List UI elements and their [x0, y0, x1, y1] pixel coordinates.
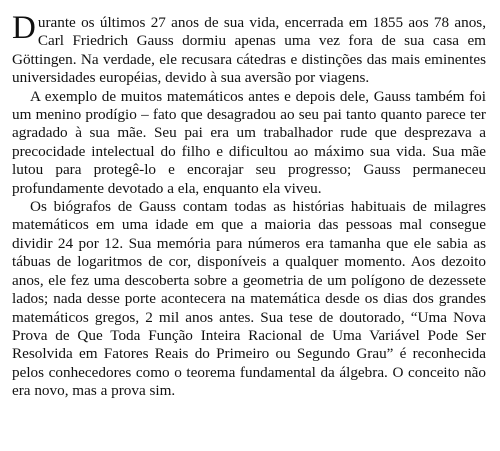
paragraph-1 [12, 10, 486, 88]
paragraph-3: Os biógrafos de Gauss contam todas as histórias habituais de milagres matemáticos em uma idade em que a maioria das pessoas mal consegue dividir 24 por 12. Sua memória para números era tamanha que ele sabia as tábuas de logaritmos de cor, disponíveis a qualquer momento. Aos dezoito anos, ele fez uma descoberta sobre a geometria de um polígono de dezessete lados; nada desse porte acontecera na matemática desde os dias dos grandes matemáticos gregos, 2 mil anos antes. Sua tese de doutorado, “Uma Nova Prova de Que Toda Função Inteira Racional de Uma Variável Pode Ser Resolvida em Fatores Reais do Primeiro ou Segundo Grau” é reconhecida pelos conhecedores como o teorema fundamental da álgebra. O conceito não era novo, mas a prova sim. [12, 198, 486, 400]
paragraph-1-text: urante os últimos 27 anos de sua vida, encerrada em 1855 aos 78 anos, Carl Friedrich Gauss dormiu apenas uma vez fora de sua casa em Göttingen. Na verdade, ele recusara cátedras e distinções das mais eminentes universidades européias, devido à sua aversão por viagens. [12, 14, 486, 87]
paragraph-2: A exemplo de muitos matemáticos antes e depois dele, Gauss também foi um menino prodígio – fato que desagradou ao seu pai tanto quanto parece ter agradado à sua mãe. Seu pai era um trabalhador rude que desprezava a precocidade intelectual do filho e dificultou ao máximo sua vida. Sua mãe lutou para protegê-lo e encorajar seu progresso; Gauss permaneceu profundamente devotado a ela, enquanto ela viveu. [12, 87, 486, 197]
drop-cap: D [12, 10, 36, 46]
